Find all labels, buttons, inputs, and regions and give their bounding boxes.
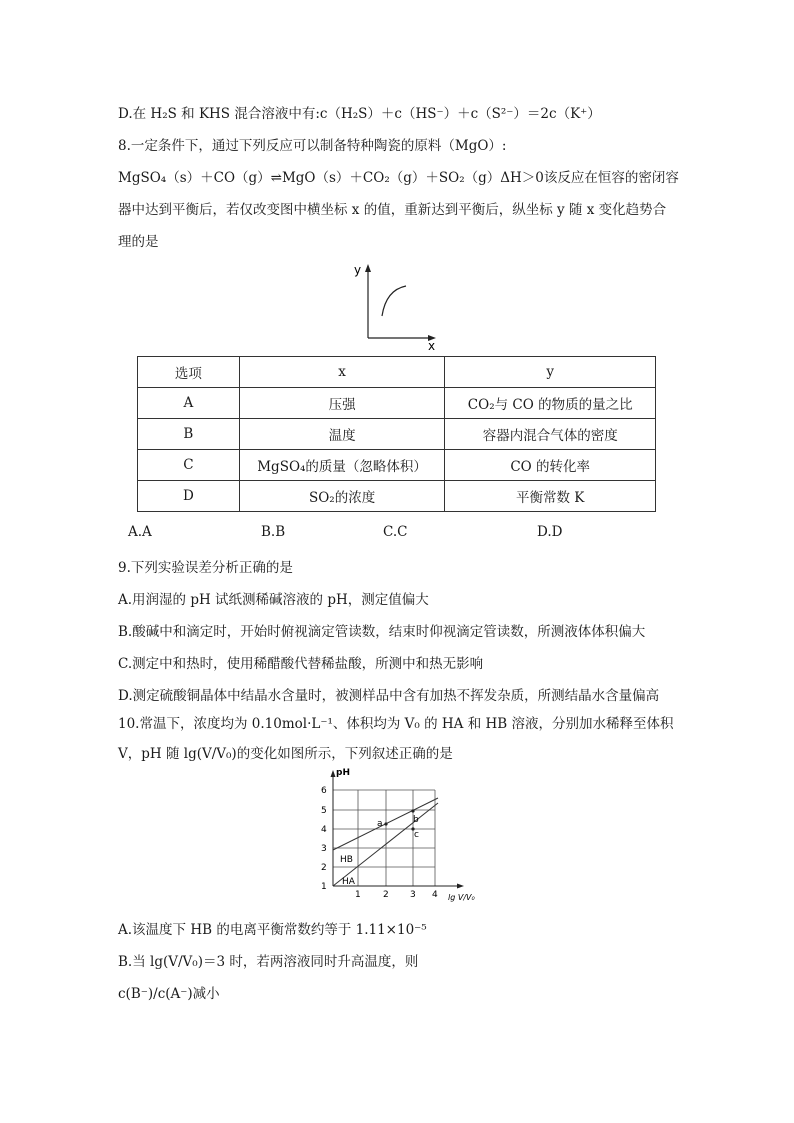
options-table [137,356,656,512]
table-cell: 压强 [239,388,445,419]
q9-option-a: A.用润湿的 pH 试纸测稀碱溶液的 pH，测定值偏大 [118,592,429,608]
point-label-a: a [377,819,383,829]
y-tick-label: 1 [321,882,327,892]
point-label-c: c [414,830,419,840]
trend-x-label: x [428,339,436,352]
series-label-hb: HB [340,855,353,865]
table-cell: B [138,419,240,450]
ph-chart [310,762,475,912]
q8-stem: 8.一定条件下，通过下列反应可以制备特种陶瓷的原料（MgO）: [118,138,507,154]
table-row [138,481,656,512]
q10-stem-cont: V，pH 随 lg(V/V₀)的变化如图所示，下列叙述正确的是 [118,746,453,762]
table-cell: C [138,450,240,481]
table-cell: D [138,481,240,512]
table-header-row [138,357,656,388]
x-tick-label: 4 [432,890,438,900]
table-cell: CO 的转化率 [445,450,656,481]
q9-option-d: D.测定硫酸铜晶体中结晶水含量时，被测样品中含有加热不挥发杂质，所测结晶水含量偏高 [118,688,660,704]
q9-option-c: C.测定中和热时，使用稀醋酸代替稀盐酸，所测中和热无影响 [118,656,484,672]
y-tick-label: 3 [321,844,327,854]
table-header-cell: y [445,357,656,388]
table-row [138,419,656,450]
q10-option-b: B.当 lg(V/V₀)＝3 时，若两溶液同时升高温度，则 [118,954,419,970]
table-cell: 平衡常数 K [445,481,656,512]
choice-d: D.D [537,524,563,540]
x-tick-label: 3 [410,890,416,900]
q10-option-a: A.该温度下 HB 的电离平衡常数约等于 1.11×10⁻⁵ [118,922,427,938]
q9-option-b: B.酸碱中和滴定时，开始时俯视滴定管读数，结束时仰视滴定管读数，所测液体体积偏大 [118,624,646,640]
q7-option-d: D.在 H₂S 和 KHS 混合溶液中有:c（H₂S）＋c（HS⁻）＋c（S²⁻）＝2c（K⁺） [118,106,601,122]
table-cell: SO₂的浓度 [239,481,445,512]
point-label-b: b [413,815,419,825]
q9-stem: 9.下列实验误差分析正确的是 [118,560,293,576]
trend-y-label: y [354,263,362,277]
q10-stem: 10.常温下，浓度均为 0.10mol·L⁻¹、体积均为 V₀ 的 HA 和 HB 溶液，分别加水稀释至体积 [118,716,674,732]
ph-axis-label: pH [336,768,350,778]
table-row [138,388,656,419]
x-axis-label: lg V/V₀ [448,893,475,902]
x-tick-label: 2 [383,890,389,900]
y-tick-label: 2 [321,863,327,873]
series-label-ha: HA [342,877,355,887]
table-cell: MgSO₄的质量（忽略体积） [239,450,445,481]
trend-graph [348,260,448,352]
table-cell: 温度 [239,419,445,450]
choice-a: A.A [128,524,152,540]
table-cell: A [138,388,240,419]
table-cell: CO₂与 CO 的物质的量之比 [445,388,656,419]
y-tick-label: 6 [321,786,327,796]
choice-b: B.B [261,524,286,540]
q8-stem-cont: 器中达到平衡后，若仅改变图中横坐标 x 的值，重新达到平衡后，纵坐标 y 随 x 变化趋势合 [118,202,667,218]
x-tick-label: 1 [355,890,361,900]
table-header-cell: x [239,357,445,388]
table-row [138,450,656,481]
y-tick-label: 4 [321,825,327,835]
table-header-cell: 选项 [138,357,240,388]
q8-reaction: MgSO₄（s）＋CO（g）⇌MgO（s）＋CO₂（g）＋SO₂（g）ΔH＞0该反应在恒容的密闭容 [118,170,679,186]
table-cell: 容器内混合气体的密度 [445,419,656,450]
q8-stem-cont2: 理的是 [118,234,159,250]
y-tick-label: 5 [321,806,327,816]
q10-option-b-cont: c(B⁻)/c(A⁻)减小 [118,986,220,1002]
choice-c: C.C [383,524,408,540]
